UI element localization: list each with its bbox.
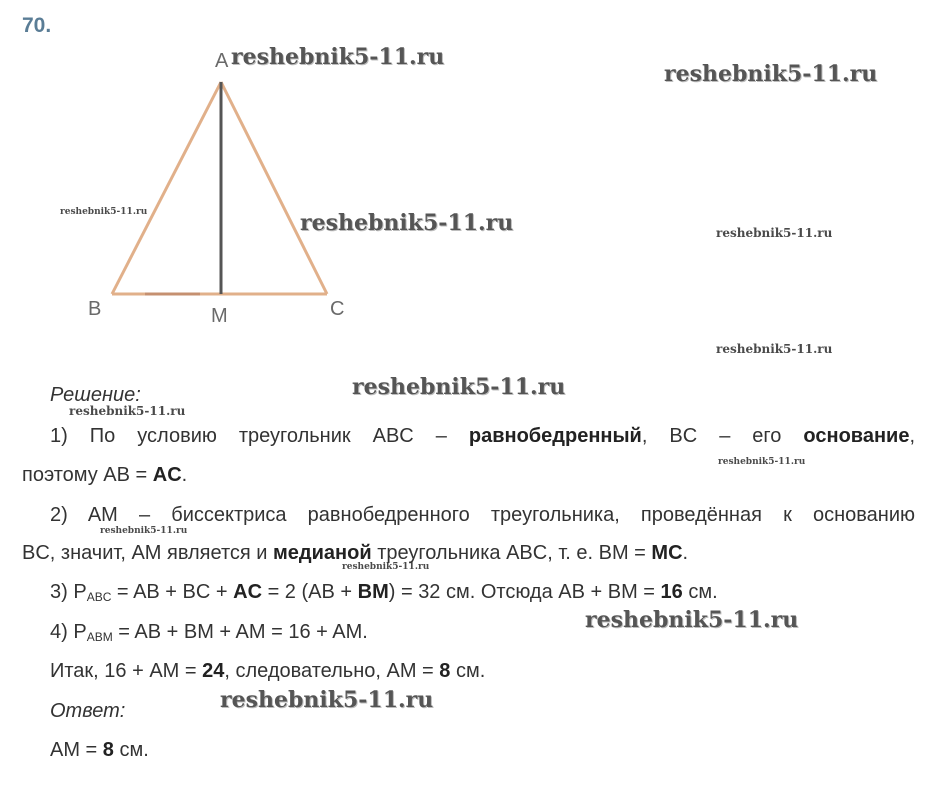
watermark: reshebnik5-11.ru <box>220 687 434 713</box>
watermark: reshebnik5-11.ru <box>60 207 148 217</box>
solution-step-1-line-1: 1) По условию треугольник ABC – равнобедренный, BC – его основание, <box>50 425 916 447</box>
solution-step-2-line-1: 2) AM – биссектриса равнобедренного треугольника, проведённая к основанию <box>50 504 915 526</box>
watermark: reshebnik5-11.ru <box>585 607 799 633</box>
solution-heading: Решение: <box>50 384 141 406</box>
side-ab <box>112 82 221 294</box>
vertex-c-label: C <box>330 298 345 320</box>
watermark: reshebnik5-11.ru <box>100 526 188 536</box>
watermark: reshebnik5-11.ru <box>300 210 514 236</box>
solution-step-1-line-2: поэтому AB = AC. <box>22 464 188 486</box>
solution-step-3: 3) $P_{ABC}$ = AB + BC + AC = 2 (AB + BM) = 32 см. Отсюда AB + BM = 16 см. <box>50 581 718 604</box>
watermark: reshebnik5-11.ru <box>716 226 833 240</box>
solution-step-5: Итак, 16 + AM = 24, следовательно, AM = 8 см. <box>50 660 486 682</box>
answer-heading: Ответ: <box>50 700 126 722</box>
answer-text: AM = 8 см. <box>50 739 149 761</box>
point-m-label: M <box>211 305 228 327</box>
solution-step-2-line-2: BC, значит, AM является и медианой треугольника ABC, т. е. BM = MC. <box>22 542 689 564</box>
watermark: reshebnik5-11.ru <box>342 562 430 572</box>
watermark: reshebnik5-11.ru <box>231 44 445 70</box>
vertex-b-label: B <box>88 298 102 320</box>
watermark: reshebnik5-11.ru <box>716 342 833 356</box>
watermark: reshebnik5-11.ru <box>718 457 806 467</box>
solution-step-4: 4) $P_{ABM}$ = AB + BM + AM = 16 + AM. <box>50 621 368 644</box>
watermark: reshebnik5-11.ru <box>664 61 878 87</box>
vertex-a-label: A <box>215 50 229 72</box>
side-ac <box>221 82 327 294</box>
problem-number: 70. <box>22 14 52 37</box>
watermark: reshebnik5-11.ru <box>352 374 566 400</box>
watermark: reshebnik5-11.ru <box>69 404 186 418</box>
